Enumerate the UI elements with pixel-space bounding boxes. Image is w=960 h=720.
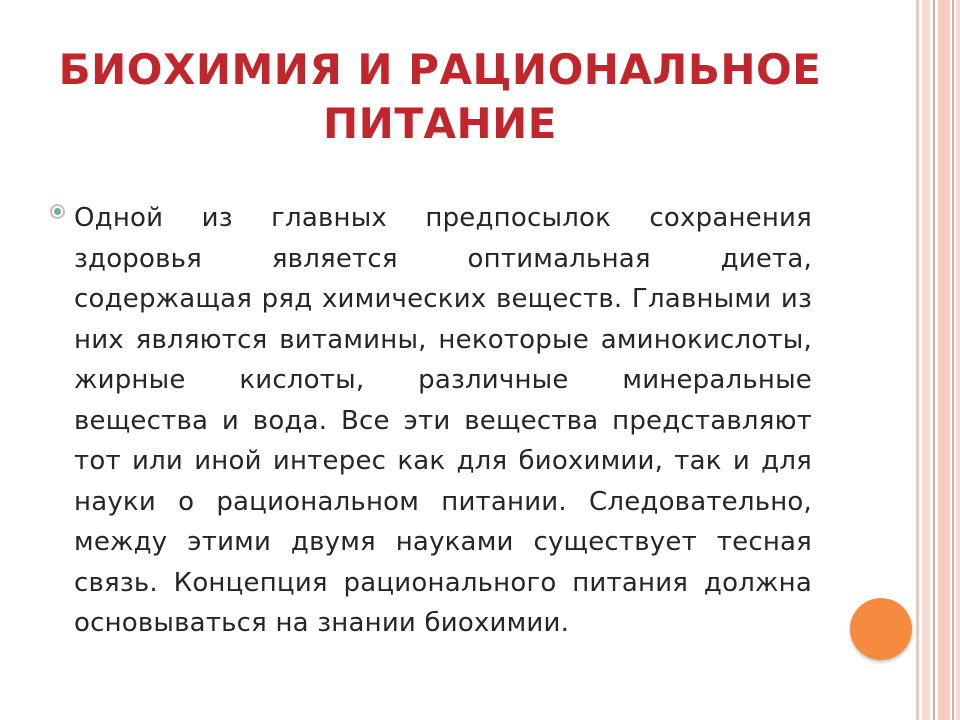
decor-stripe-line-1 bbox=[916, 0, 919, 720]
orange-circle-icon bbox=[850, 598, 912, 660]
decor-stripe-line-2 bbox=[933, 0, 935, 720]
slide-title-line-2: ПИТАНИЕ bbox=[323, 99, 557, 148]
decor-stripe-line-3 bbox=[952, 0, 954, 720]
decor-stripe-band-3 bbox=[956, 0, 960, 720]
circle-bullet-icon bbox=[50, 204, 65, 219]
decor-stripe-band-2 bbox=[938, 0, 950, 720]
slide-title-line-1: БИОХИМИЯ И РАЦИОНАЛЬНОЕ bbox=[58, 45, 822, 94]
bullet-text: Одной из главных предпосылок сохранения здоровья является оптимальная диета, содержащая ряд химических веществ. Главными из них являются витамины, некоторые аминокислоты, жирные кислоты, различные минеральные вещества и вода. Все эти вещества представляют тот или иной интерес как для биохимии, так и для науки о рациональном питании. Следовательно, между этими двумя науками существует тесная связь. Концепция рационального питания должна основываться на знании биохимии. bbox=[74, 203, 812, 638]
decor-stripe-band-1 bbox=[922, 0, 930, 720]
